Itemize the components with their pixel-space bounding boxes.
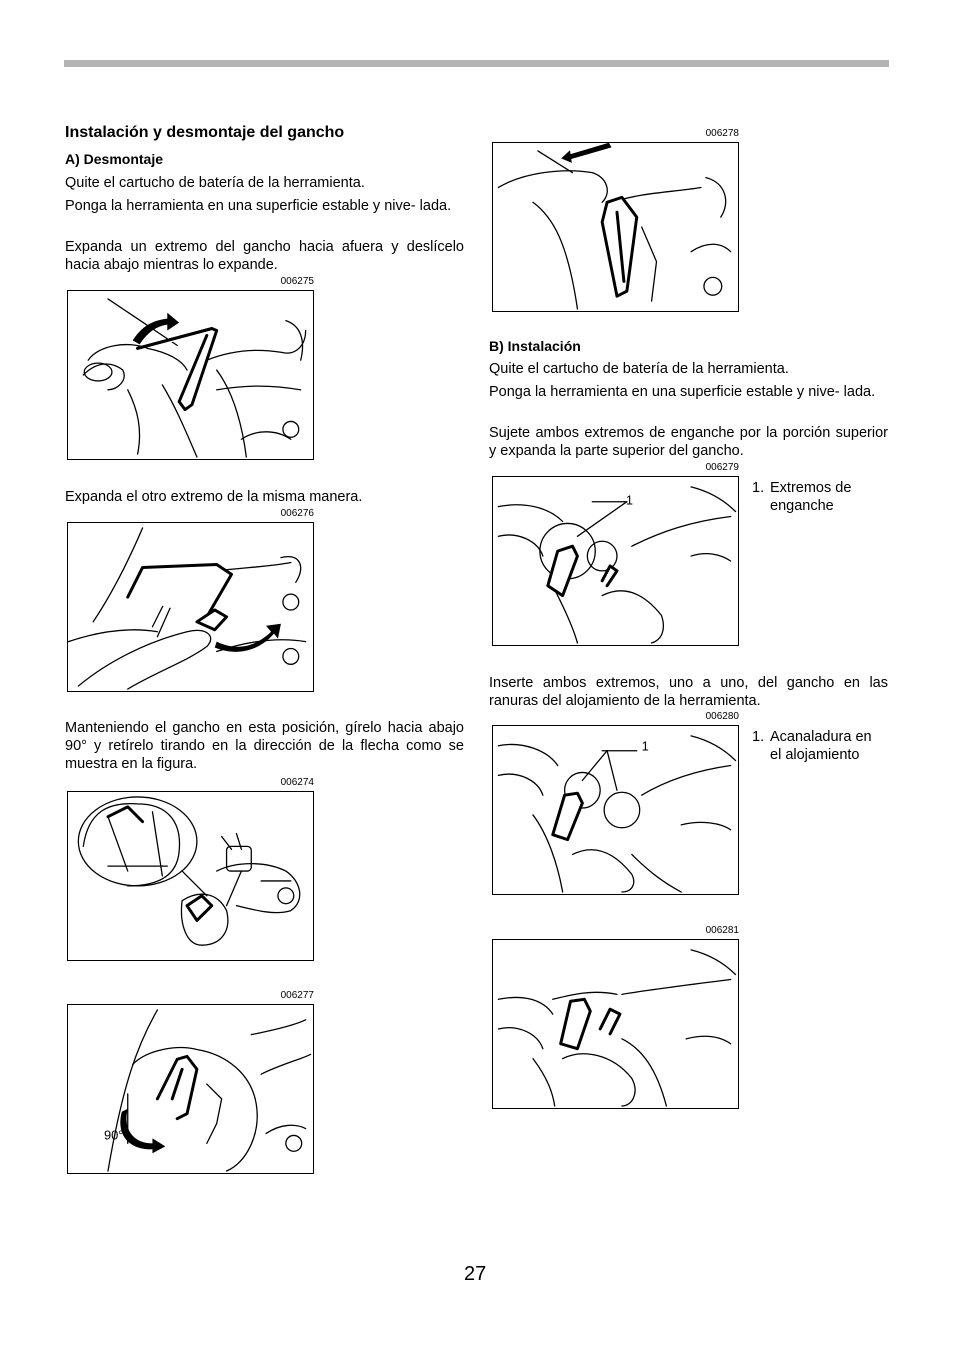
figure-code: 006277 xyxy=(280,990,314,1001)
paragraph: Quite el cartucho de batería de la herramienta. xyxy=(489,361,789,377)
figure-code: 006281 xyxy=(705,925,739,936)
figure-code: 006274 xyxy=(280,777,314,788)
callout-number: 1 xyxy=(625,492,634,508)
subheading-instalacion: B) Instalación xyxy=(489,338,581,354)
caption-text: el alojamiento xyxy=(770,747,860,763)
figure-expand-hook-end xyxy=(67,290,314,460)
figure-code: 006280 xyxy=(705,711,739,722)
caption-text: enganche xyxy=(770,498,834,514)
paragraph: Manteniendo el gancho en esta posición, gírelo hacia abajo 90° y retírelo tirando en la dirección de la flecha como se muestra en la figura. xyxy=(65,720,464,772)
figure-code: 006275 xyxy=(280,276,314,287)
figure-code: 006276 xyxy=(280,508,314,519)
paragraph: Expanda un extremo del gancho hacia afuera y deslícelo hacia abajo mientras lo expande. xyxy=(65,239,464,273)
paragraph: Expanda el otro extremo de la misma manera. xyxy=(65,489,363,505)
section-title: Instalación y desmontaje del gancho xyxy=(65,124,345,141)
figure-hook-ends xyxy=(492,476,739,646)
figure-code: 006279 xyxy=(705,462,739,473)
callout-number: 1 xyxy=(641,738,649,754)
figure-code: 006278 xyxy=(705,128,739,139)
figure-caption xyxy=(752,728,892,764)
paragraph: Inserte ambos extremos, uno a uno, del gancho en las ranuras del alojamiento de la herramienta. xyxy=(489,675,888,709)
page-number: 27 xyxy=(464,1263,487,1285)
caption-number: 1. xyxy=(752,480,765,496)
paragraph: Ponga la herramienta en una superficie estable y nive- lada. xyxy=(489,384,876,400)
figure-caption xyxy=(752,479,892,515)
header-rule xyxy=(64,60,889,67)
paragraph: Quite el cartucho de batería de la herramienta. xyxy=(65,175,365,191)
paragraph: Ponga la herramienta en una superficie estable y nive- lada. xyxy=(65,198,452,214)
figure-rotate-90-degrees xyxy=(67,1004,314,1174)
figure-hook-installed xyxy=(492,939,739,1109)
caption-text: Acanaladura en xyxy=(770,729,872,745)
figure-expand-other-end xyxy=(67,522,314,692)
figure-pull-hook-out xyxy=(492,142,739,312)
paragraph: Sujete ambos extremos de enganche por la porción superior y expanda la parte superior del gancho. xyxy=(489,425,888,459)
figure-rotate-hook-drill xyxy=(67,791,314,961)
figure-housing-grooves xyxy=(492,725,739,895)
caption-text: Extremos de xyxy=(770,480,852,496)
subheading-desmontaje: A) Desmontaje xyxy=(65,151,164,167)
angle-label: 90° xyxy=(104,1127,124,1143)
caption-number: 1. xyxy=(752,729,765,745)
